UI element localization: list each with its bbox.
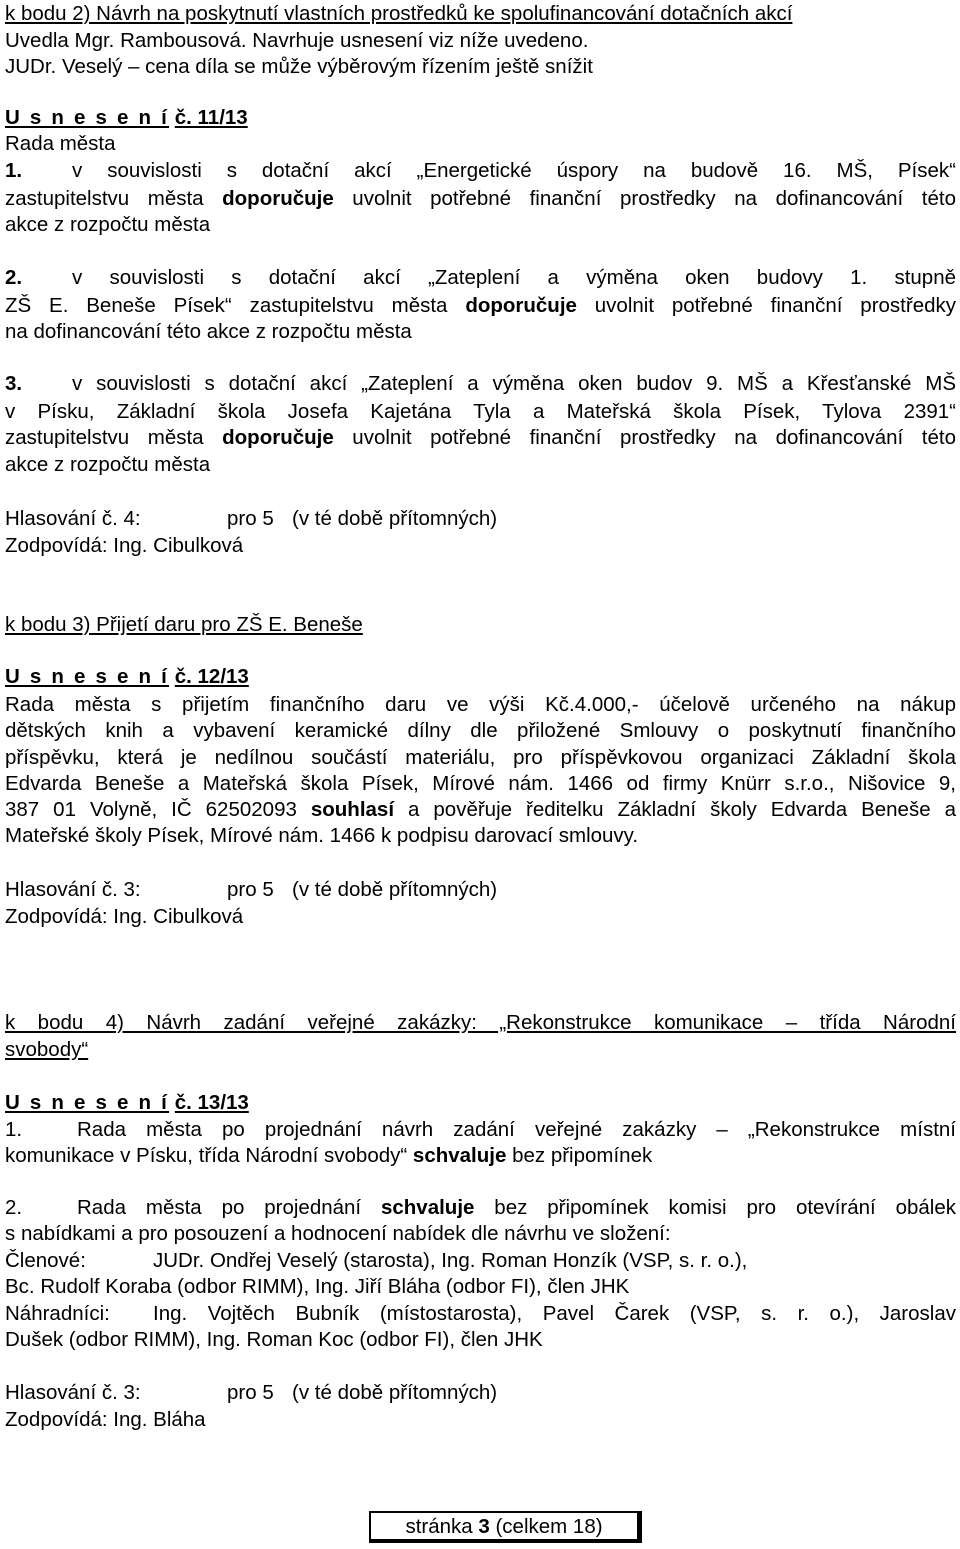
item3-heading: k bodu 3) Přijetí daru pro ZŠ E. Beneše: [5, 613, 363, 636]
vote-line: Hlasování č. 3: pro 5 (v té době přítomných): [5, 1381, 498, 1404]
point-2-line2: ZŠ E. Beneše Písek“ zastupitelstvu města doporučuje uvolnit potřebné finanční prostředky: [5, 294, 957, 317]
members-line1: Členové: JUDr. Ondřej Veselý (starosta), Ing. Roman Honzík (VSP, s. r. o.),: [5, 1249, 748, 1272]
item3-line1: Rada města s přijetím finančního daru ve výši Kč.4.000,- účelově určeného na nákup: [5, 693, 956, 716]
vote-line: Hlasování č. 4: pro 5 (v té době přítomných): [5, 507, 498, 530]
members-line2: Bc. Rudolf Koraba (odbor RIMM), Ing. Jiří Bláha (odbor FI), člen JHK: [5, 1275, 630, 1298]
point-3-line3: zastupitelstvu města doporučuje uvolnit potřebné finanční prostředky na dofinancování této: [5, 426, 956, 449]
resolution-11-title: [5, 105, 248, 131]
vote-line: Hlasování č. 3: pro 5 (v té době přítomných): [5, 878, 498, 901]
resolution-label: U s n e s e n í: [5, 665, 170, 688]
item3-line2: dětských knih a vybavení keramické dílny dle přiložené Smlouvy o poskytnutí finančního: [5, 719, 956, 742]
point-1-line1: 1. v souvislosti s dotační akcí „Energetické úspory na budově 16. MŠ, Písek“: [5, 159, 956, 182]
substitutes-line1: Náhradníci: Ing. Vojtěch Bubník (místostarosta), Pavel Čarek (VSP, s. r. o.), Jaroslav: [5, 1302, 956, 1325]
resolution-label: U s n e s e n í: [5, 106, 170, 129]
point-number: 1.: [5, 1118, 23, 1141]
resolution-13-title: [5, 1090, 249, 1116]
resolution-number: č. 12/13: [174, 665, 249, 688]
point-number: 3.: [5, 372, 23, 395]
resolution-body: Rada města: [5, 132, 116, 155]
resolution-number: č. 11/13: [174, 106, 248, 129]
point-3-line4: akce z rozpočtu města: [5, 453, 211, 476]
responsible: Zodpovídá: Ing. Cibulková: [5, 905, 244, 928]
page-number: 3: [478, 1515, 490, 1538]
item3-line5: 387 01 Volyně, IČ 62502093 souhlasí a pověřuje ředitelku Základní školy Edvarda Beneše a: [5, 798, 956, 821]
point-number: 2.: [5, 266, 23, 289]
item2-line3: JUDr. Veselý – cena díla se může výběrovým řízením ještě snížit: [5, 55, 593, 78]
point-1-line3: akce z rozpočtu města: [5, 213, 211, 236]
item4-p1-line1: 1. Rada města po projednání návrh zadání veřejné zakázky – „Rekonstrukce místní: [5, 1118, 956, 1141]
page-footer: stránka 3 (celkem 18): [369, 1511, 642, 1543]
item4-p2-line2: s nabídkami a pro posouzení a hodnocení nabídek dle návrhu ve složení:: [5, 1222, 671, 1245]
resolution-label: U s n e s e n í: [5, 1091, 170, 1114]
point-number: 2.: [5, 1196, 23, 1219]
responsible: Zodpovídá: Ing. Cibulková: [5, 534, 244, 557]
responsible: Zodpovídá: Ing. Bláha: [5, 1408, 206, 1431]
resolution-number: č. 13/13: [174, 1091, 249, 1114]
point-1-line2: zastupitelstvu města doporučuje uvolnit potřebné finanční prostředky na dofinancování této: [5, 187, 956, 210]
item2-line2: Uvedla Mgr. Rambousová. Navrhuje usnesení viz níže uvedeno.: [5, 29, 589, 52]
item2-heading: k bodu 2) Návrh na poskytnutí vlastních prostředků ke spolufinancování dotačních akcí: [5, 2, 793, 25]
item3-line6: Mateřské školy Písek, Mírové nám. 1466 k podpisu darovací smlouvy.: [5, 824, 639, 847]
item3-line3: příspěvku, která je nedílnou součástí materiálu, pro příspěvkovou organizaci Základní škola: [5, 746, 956, 769]
point-2-line3: na dofinancování této akce z rozpočtu města: [5, 320, 412, 343]
point-2-line1: 2. v souvislosti s dotační akcí „Zateplení a výměna oken budovy 1. stupně: [5, 266, 956, 289]
item4-heading-line1: k bodu 4) Návrh zadání veřejné zakázky: „Rekonstrukce komunikace – třída Národní: [5, 1011, 956, 1034]
point-3-line2: v Písku, Základní škola Josefa Kajetána Tyla a Mateřská škola Písek, Tylova 2391“: [5, 400, 956, 423]
resolution-12-title: [5, 664, 249, 690]
substitutes-line2: Dušek (odbor RIMM), Ing. Roman Koc (odbor FI), člen JHK: [5, 1328, 543, 1351]
item4-p1-line2: komunikace v Písku, třída Národní svobody“ schvaluje bez připomínek: [5, 1144, 653, 1167]
point-number: 1.: [5, 159, 23, 182]
point-3-line1: 3. v souvislosti s dotační akcí „Zateplení a výměna oken budov 9. MŠ a Křesťanské MŠ: [5, 372, 956, 395]
item3-line4: Edvarda Beneše a Mateřská škola Písek, Mírové nám. 1466 od firmy Knürr s.r.o., Nišovice 9,: [5, 772, 956, 795]
item4-p2-line1: 2. Rada města po projednání schvaluje bez připomínek komisi pro otevírání obálek: [5, 1196, 956, 1219]
item4-heading-line2: svobody“: [5, 1038, 89, 1061]
